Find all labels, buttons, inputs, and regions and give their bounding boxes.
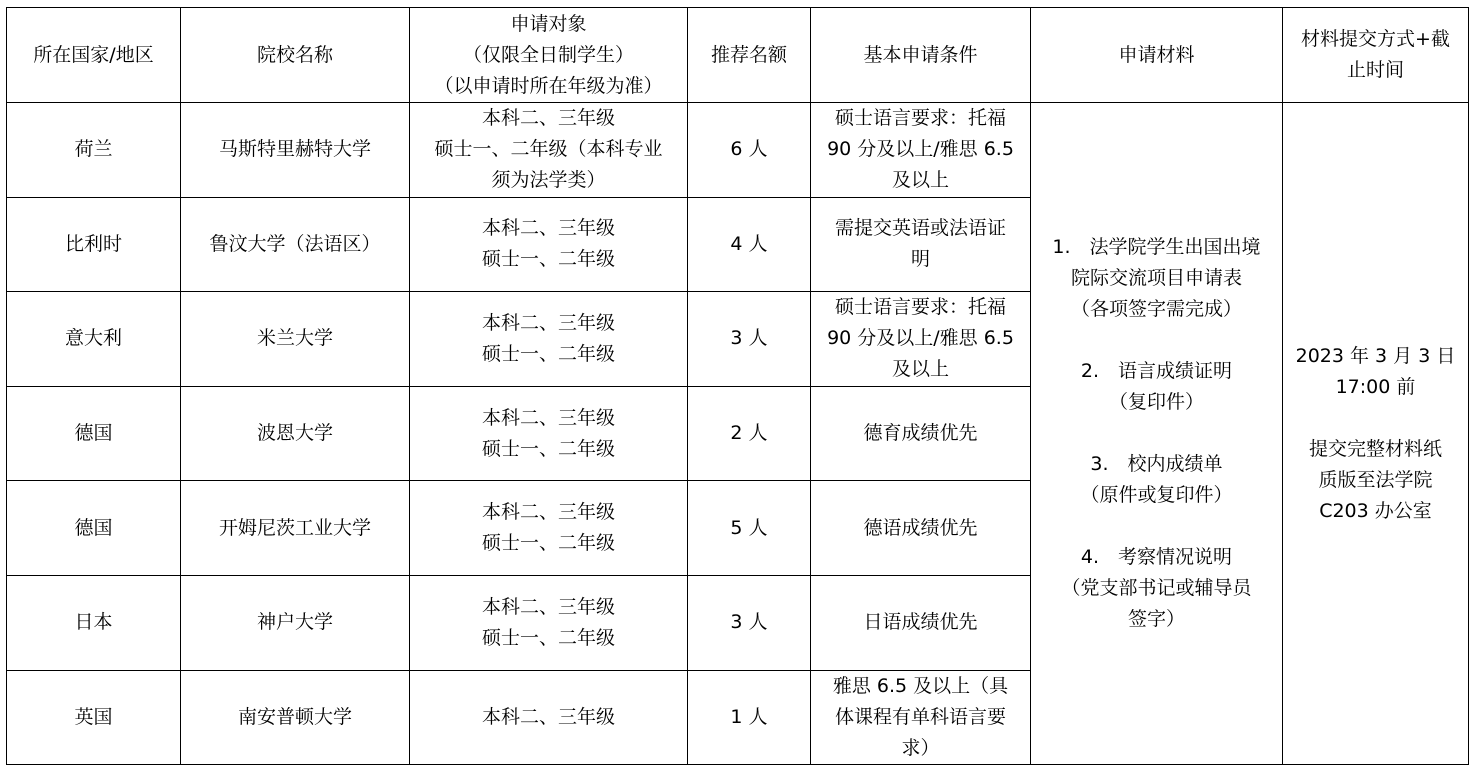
quota-cell: 4 人: [688, 197, 811, 292]
school-cell: 鲁汶大学（法语区）: [181, 197, 410, 292]
condition-cell: 硕士语言要求：托福 90 分及以上/雅思 6.5 及以上: [811, 292, 1031, 387]
school-cell: 神户大学: [181, 575, 410, 670]
table-row: [7, 103, 1469, 198]
condition-cell: 需提交英语或法语证 明: [811, 197, 1031, 292]
quota-cell: 2 人: [688, 386, 811, 481]
header-condition: 基本申请条件: [811, 8, 1031, 103]
quota-cell: 3 人: [688, 292, 811, 387]
quota-cell: 1 人: [688, 670, 811, 765]
header-country: 所在国家/地区: [7, 8, 181, 103]
school-cell: 开姆尼茨工业大学: [181, 481, 410, 576]
target-cell: 本科二、三年级 硕士一、二年级: [410, 386, 688, 481]
country-cell: 德国: [7, 481, 181, 576]
school-cell: 米兰大学: [181, 292, 410, 387]
school-cell: 马斯特里赫特大学: [181, 103, 410, 198]
header-target: 申请对象 （仅限全日制学生） （以申请时所在年级为准）: [410, 8, 688, 103]
country-cell: 德国: [7, 386, 181, 481]
condition-cell: 德语成绩优先: [811, 481, 1031, 576]
header-row: [7, 8, 1469, 103]
submission-cell: 2023 年 3 月 3 日 17:00 前 提交完整材料纸 质版至法学院 C203 办公室: [1283, 103, 1469, 765]
school-cell: 波恩大学: [181, 386, 410, 481]
header-quota: 推荐名额: [688, 8, 811, 103]
header-submission: 材料提交方式+截 止时间: [1283, 8, 1469, 103]
country-cell: 英国: [7, 670, 181, 765]
target-cell: 本科二、三年级 硕士一、二年级: [410, 292, 688, 387]
school-cell: 南安普顿大学: [181, 670, 410, 765]
target-cell: 本科二、三年级 硕士一、二年级（本科专业 须为法学类）: [410, 103, 688, 198]
materials-cell: 1. 法学院学生出国出境 院际交流项目申请表 （各项签字需完成） 2. 语言成绩证明 （复印件） 3. 校内成绩单 （原件或复印件） 4. 考察情况说明 （党支部书记或辅导员 签字）: [1031, 103, 1283, 765]
target-cell: 本科二、三年级: [410, 670, 688, 765]
exchange-program-table: [6, 7, 1469, 765]
condition-cell: 硕士语言要求：托福 90 分及以上/雅思 6.5 及以上: [811, 103, 1031, 198]
quota-cell: 3 人: [688, 575, 811, 670]
target-cell: 本科二、三年级 硕士一、二年级: [410, 197, 688, 292]
quota-cell: 5 人: [688, 481, 811, 576]
quota-cell: 6 人: [688, 103, 811, 198]
target-cell: 本科二、三年级 硕士一、二年级: [410, 481, 688, 576]
target-cell: 本科二、三年级 硕士一、二年级: [410, 575, 688, 670]
condition-cell: 日语成绩优先: [811, 575, 1031, 670]
header-school: 院校名称: [181, 8, 410, 103]
country-cell: 意大利: [7, 292, 181, 387]
country-cell: 比利时: [7, 197, 181, 292]
header-materials: 申请材料: [1031, 8, 1283, 103]
country-cell: 荷兰: [7, 103, 181, 198]
country-cell: 日本: [7, 575, 181, 670]
condition-cell: 德育成绩优先: [811, 386, 1031, 481]
condition-cell: 雅思 6.5 及以上（具 体课程有单科语言要 求）: [811, 670, 1031, 765]
